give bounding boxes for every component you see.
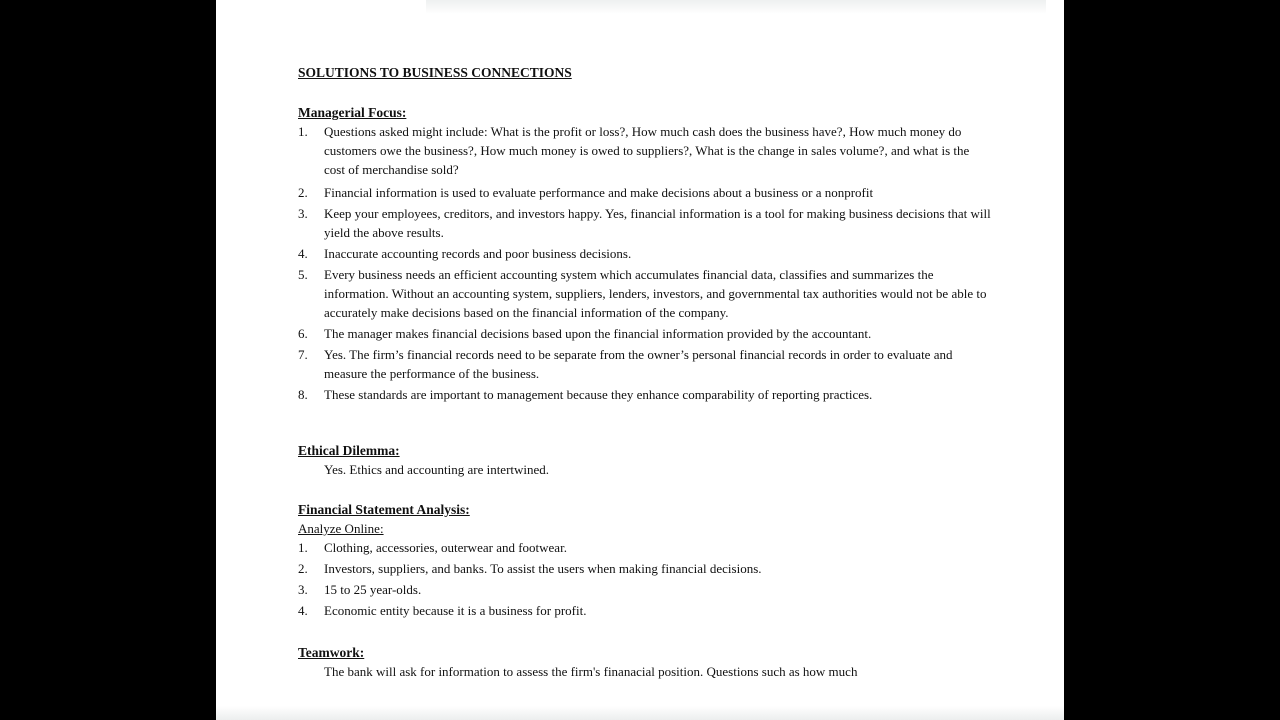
item-number: 2.: [298, 561, 308, 576]
item-number: 5.: [298, 267, 308, 282]
item-number: 4.: [298, 603, 308, 618]
item-text: Every business needs an efficient accounting system which accumulates financial data, classifies and summarizes the information. Without an accounting system, suppliers, lenders, investors, and governmental tax authorities would not be able to accurately make decisions based on the financial information of the company.: [324, 267, 987, 320]
list-item: [298, 601, 998, 620]
document-title: SOLUTIONS TO BUSINESS CONNECTIONS: [298, 65, 572, 80]
managerial-focus-list: [298, 122, 998, 404]
item-text: Investors, suppliers, and banks. To assist the users when making financial decisions.: [324, 561, 762, 576]
financial-statement-analysis-heading: Financial Statement Analysis:: [298, 502, 470, 517]
document-content: [298, 63, 998, 681]
item-number: 7.: [298, 347, 308, 362]
item-text: Questions asked might include: What is the profit or loss?, How much cash does the business have?, How much money do customers owe the business?, How much money is owed to suppliers?, What is the change in sales volume?, and what is the cost of merchandise sold?: [324, 124, 970, 177]
item-number: 1.: [298, 124, 308, 139]
list-item: [298, 345, 998, 383]
list-item: [298, 122, 998, 179]
item-number: 8.: [298, 387, 308, 402]
item-text: 15 to 25 year-olds.: [324, 582, 422, 597]
item-text: These standards are important to management because they enhance comparability of reporting practices.: [324, 387, 873, 402]
managerial-focus-heading: Managerial Focus:: [298, 105, 407, 120]
list-item: [298, 559, 998, 578]
item-text: Clothing, accessories, outerwear and footwear.: [324, 540, 567, 555]
list-item: [298, 580, 998, 599]
analyze-online-subheading: Analyze Online:: [298, 521, 384, 536]
list-item: [298, 385, 998, 404]
item-text: Inaccurate accounting records and poor business decisions.: [324, 246, 632, 261]
ethical-dilemma-heading: Ethical Dilemma:: [298, 443, 400, 458]
item-number: 6.: [298, 326, 308, 341]
item-text: Yes. The firm’s financial records need to be separate from the owner’s personal financial records in order to evaluate and measure the performance of the business.: [324, 347, 953, 381]
list-item: [298, 538, 998, 557]
ethical-dilemma-text: Yes. Ethics and accounting are intertwined.: [324, 462, 550, 477]
list-item: [298, 204, 998, 242]
item-number: 3.: [298, 582, 308, 597]
item-number: 3.: [298, 206, 308, 221]
item-number: 4.: [298, 246, 308, 261]
list-item: [298, 244, 998, 263]
list-item: [298, 324, 998, 343]
spacer: [298, 622, 998, 643]
financial-statement-analysis-list: [298, 538, 998, 620]
list-item: [298, 183, 998, 202]
item-number: 1.: [298, 540, 308, 555]
spacer: [298, 479, 998, 500]
list-item: [298, 265, 998, 322]
item-number: 2.: [298, 185, 308, 200]
document-page: [216, 0, 1064, 720]
teamwork-heading: Teamwork:: [298, 645, 365, 660]
item-text: Financial information is used to evaluate performance and make decisions about a business or a nonprofit: [324, 185, 874, 200]
spacer: [298, 406, 998, 441]
teamwork-text: The bank will ask for information to assess the firm's finanacial position. Questions such as how much: [324, 664, 858, 679]
item-text: Economic entity because it is a business for profit.: [324, 603, 587, 618]
item-text: Keep your employees, creditors, and investors happy. Yes, financial information is a tool for making business decisions that will yield the above results.: [324, 206, 991, 240]
item-text: The manager makes financial decisions based upon the financial information provided by the accountant.: [324, 326, 872, 341]
